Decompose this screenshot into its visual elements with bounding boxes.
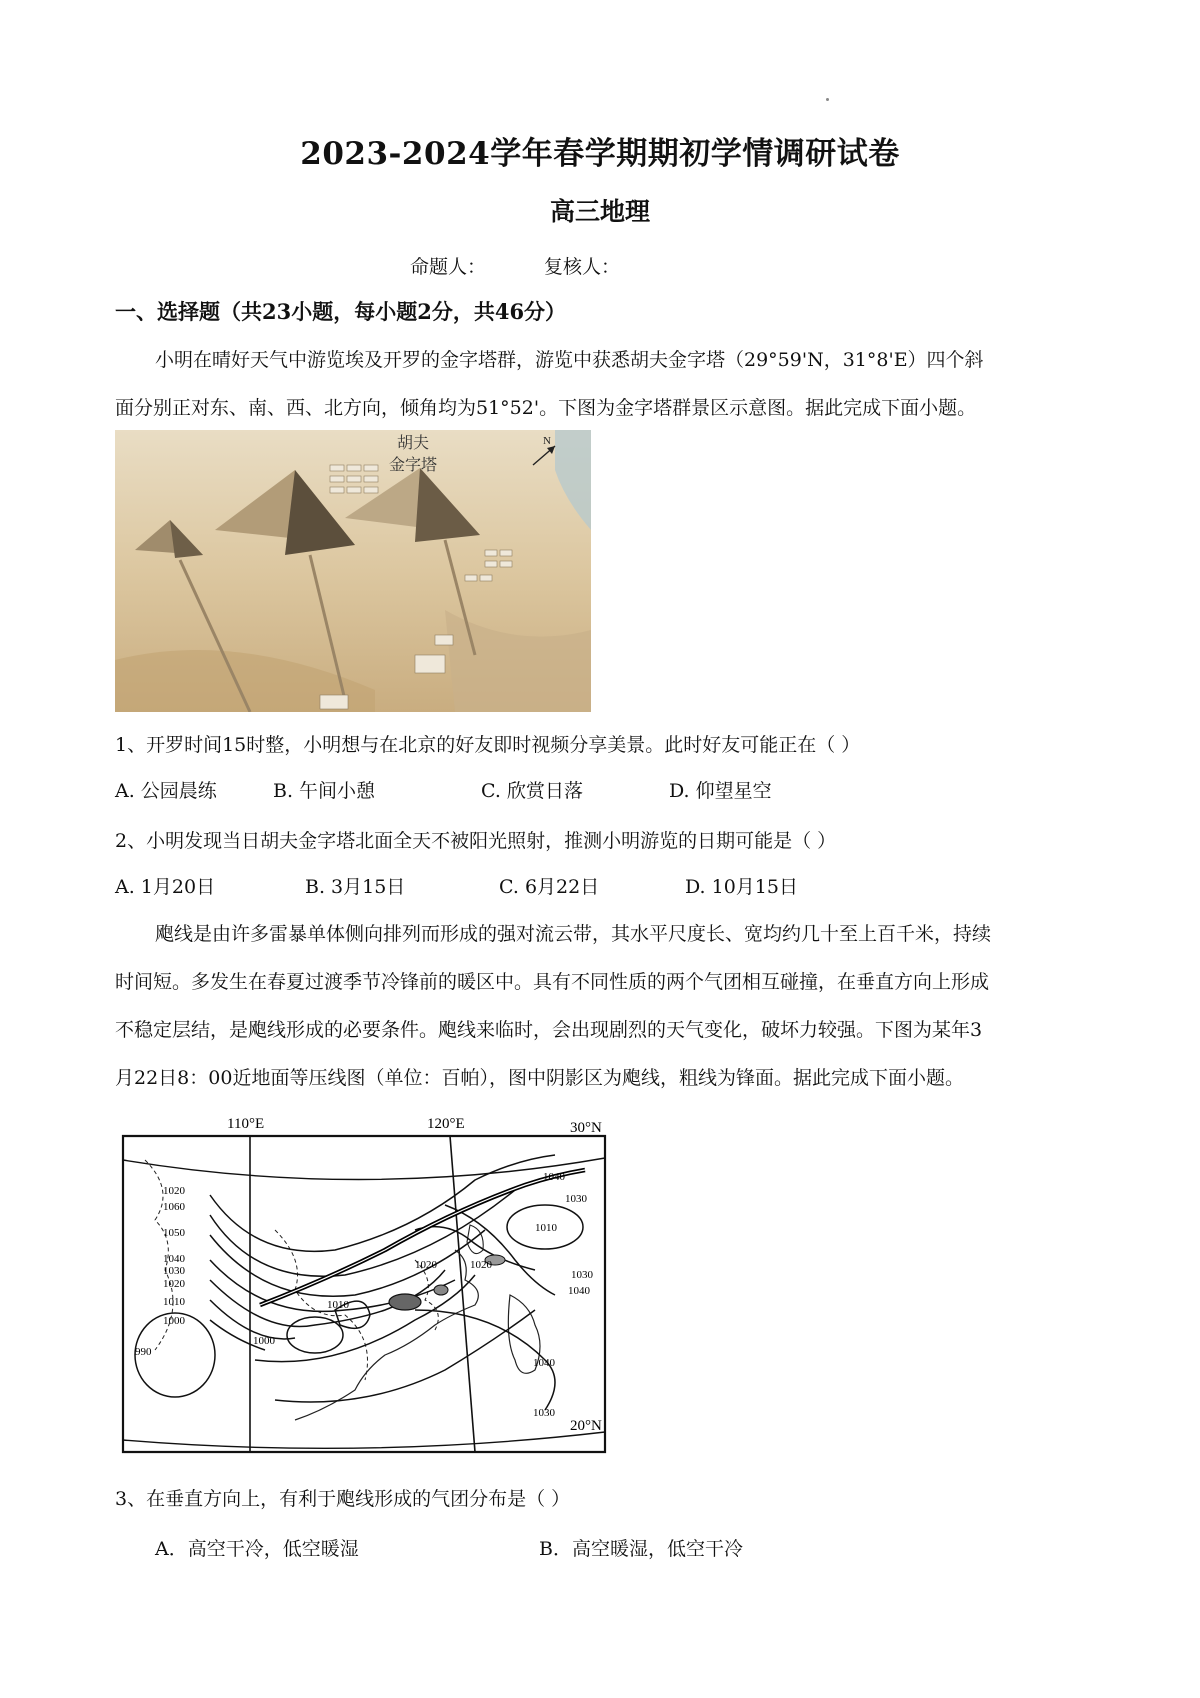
lon-label-120: 120°E: [427, 1116, 465, 1132]
option-a[interactable]: A. 1月20日: [115, 876, 216, 898]
option-b[interactable]: B. 3月15日: [305, 876, 406, 898]
north-label: N: [543, 435, 551, 447]
isobar-label: 1020: [163, 1185, 185, 1197]
intro2-line3: 不稳定层结，是飑线形成的必要条件。飑线来临时，会出现剧烈的天气变化，破坏力较强。下图为某年3: [115, 1019, 983, 1041]
isobar-label: 1020: [415, 1259, 437, 1271]
intro2-line1: 飑线是由许多雷暴单体侧向排列而形成的强对流云带，其水平尺度长、宽均约几十至上百千米，持续: [155, 923, 992, 945]
isobar-label: 1030: [163, 1265, 185, 1277]
reviewer-label: 复核人：: [544, 256, 621, 278]
question-1-options: [115, 776, 772, 803]
intro1-line: [115, 384, 1093, 432]
option-d[interactable]: D. 10月15日: [685, 876, 798, 898]
isobar-label: 1020: [470, 1259, 492, 1271]
isobar-label: 1020: [163, 1278, 185, 1290]
isobar-map-figure: [115, 1110, 635, 1466]
question-3-stem: 3、在垂直方向上，有利于飑线形成的气团分布是（ ）: [115, 1488, 571, 1510]
isobar-label: 1030: [571, 1269, 593, 1281]
lat-label-30: 30°N: [570, 1120, 602, 1136]
option-d[interactable]: D. 仰望星空: [669, 780, 772, 802]
intro2-line2: 时间短。多发生在春夏过渡季节冷锋前的暖区中。具有不同性质的两个气团相互碰撞，在垂直方向上形成: [115, 971, 990, 993]
pyramid-label-line2: 金字塔: [388, 457, 438, 474]
option-c[interactable]: C. 6月22日: [499, 876, 600, 898]
isobar-label: 1010: [327, 1299, 349, 1311]
question-1-stem: 1、开罗时间15时整，小明想与在北京的好友即时视频分享美景。此时好友可能正在（ ）: [115, 734, 861, 756]
option-b[interactable]: B．高空暖湿，低空干冷: [539, 1538, 743, 1560]
intro1-line: [115, 336, 1093, 384]
option-c[interactable]: C. 欣赏日落: [481, 780, 583, 802]
scan-dot: [826, 98, 829, 101]
author-line: [410, 252, 678, 279]
isobar-label: 1040: [543, 1171, 565, 1183]
intro2-line: [115, 1006, 1093, 1054]
isobar-label: 990: [135, 1346, 152, 1358]
intro2-line: [115, 910, 1093, 958]
intro2-line: [115, 1054, 1093, 1102]
intro-paragraph-2: [115, 910, 1093, 1102]
intro2-line4: 月22日8：00近地面等压线图（单位：百帕），图中阴影区为飑线，粗线为锋面。据此完成下面小题。: [115, 1067, 964, 1089]
pyramids-illustration: [115, 430, 591, 712]
isobar-label: 1030: [533, 1407, 555, 1419]
question-3-options: [155, 1534, 743, 1561]
question-2-options: [115, 872, 798, 899]
isobar-label: 1040: [163, 1253, 185, 1265]
isobar-label: 1000: [163, 1315, 185, 1327]
isobar-map: [115, 1110, 635, 1466]
pyramid-label-line1: 胡夫: [396, 435, 430, 452]
question-2-stem: 2、小明发现当日胡夫金字塔北面全天不被阳光照射，推测小明游览的日期可能是（ ）: [115, 830, 837, 852]
isobar-label: 1000: [253, 1335, 275, 1347]
intro2-line: [115, 958, 1093, 1006]
lat-label-20: 20°N: [570, 1418, 602, 1434]
option-a[interactable]: A. 公园晨练: [115, 780, 217, 802]
isobar-label: 1030: [565, 1193, 587, 1205]
intro1-line1: 小明在晴好天气中游览埃及开罗的金字塔群，游览中获悉胡夫金字塔（29°59'N，31°8'E）四个斜: [155, 349, 984, 371]
author-label: 命题人：: [410, 256, 487, 278]
section-heading: 一、选择题（共23小题，每小题2分，共46分）: [115, 299, 567, 324]
isobar-label: 1050: [163, 1227, 185, 1239]
lon-label-110: 110°E: [227, 1116, 265, 1132]
isobar-label: 1060: [163, 1201, 185, 1213]
isobar-label: 1010: [535, 1222, 557, 1234]
intro1-line2: 面分别正对东、南、西、北方向，倾角均为51°52'。下图为金字塔群景区示意图。据此完成下面小题。: [115, 397, 977, 419]
isobar-label: 1010: [163, 1296, 185, 1308]
option-b[interactable]: B. 午间小憩: [273, 780, 376, 802]
exam-title: 2023-2024学年春学期期初学情调研试卷: [300, 136, 900, 172]
isobar-label: 1040: [533, 1357, 555, 1369]
exam-subject: 高三地理: [549, 197, 650, 226]
pyramids-figure: [115, 430, 591, 712]
option-a[interactable]: A．高空干冷，低空暖湿: [155, 1538, 359, 1560]
isobar-label: 1040: [568, 1285, 590, 1297]
intro-paragraph-1: [115, 336, 1093, 432]
